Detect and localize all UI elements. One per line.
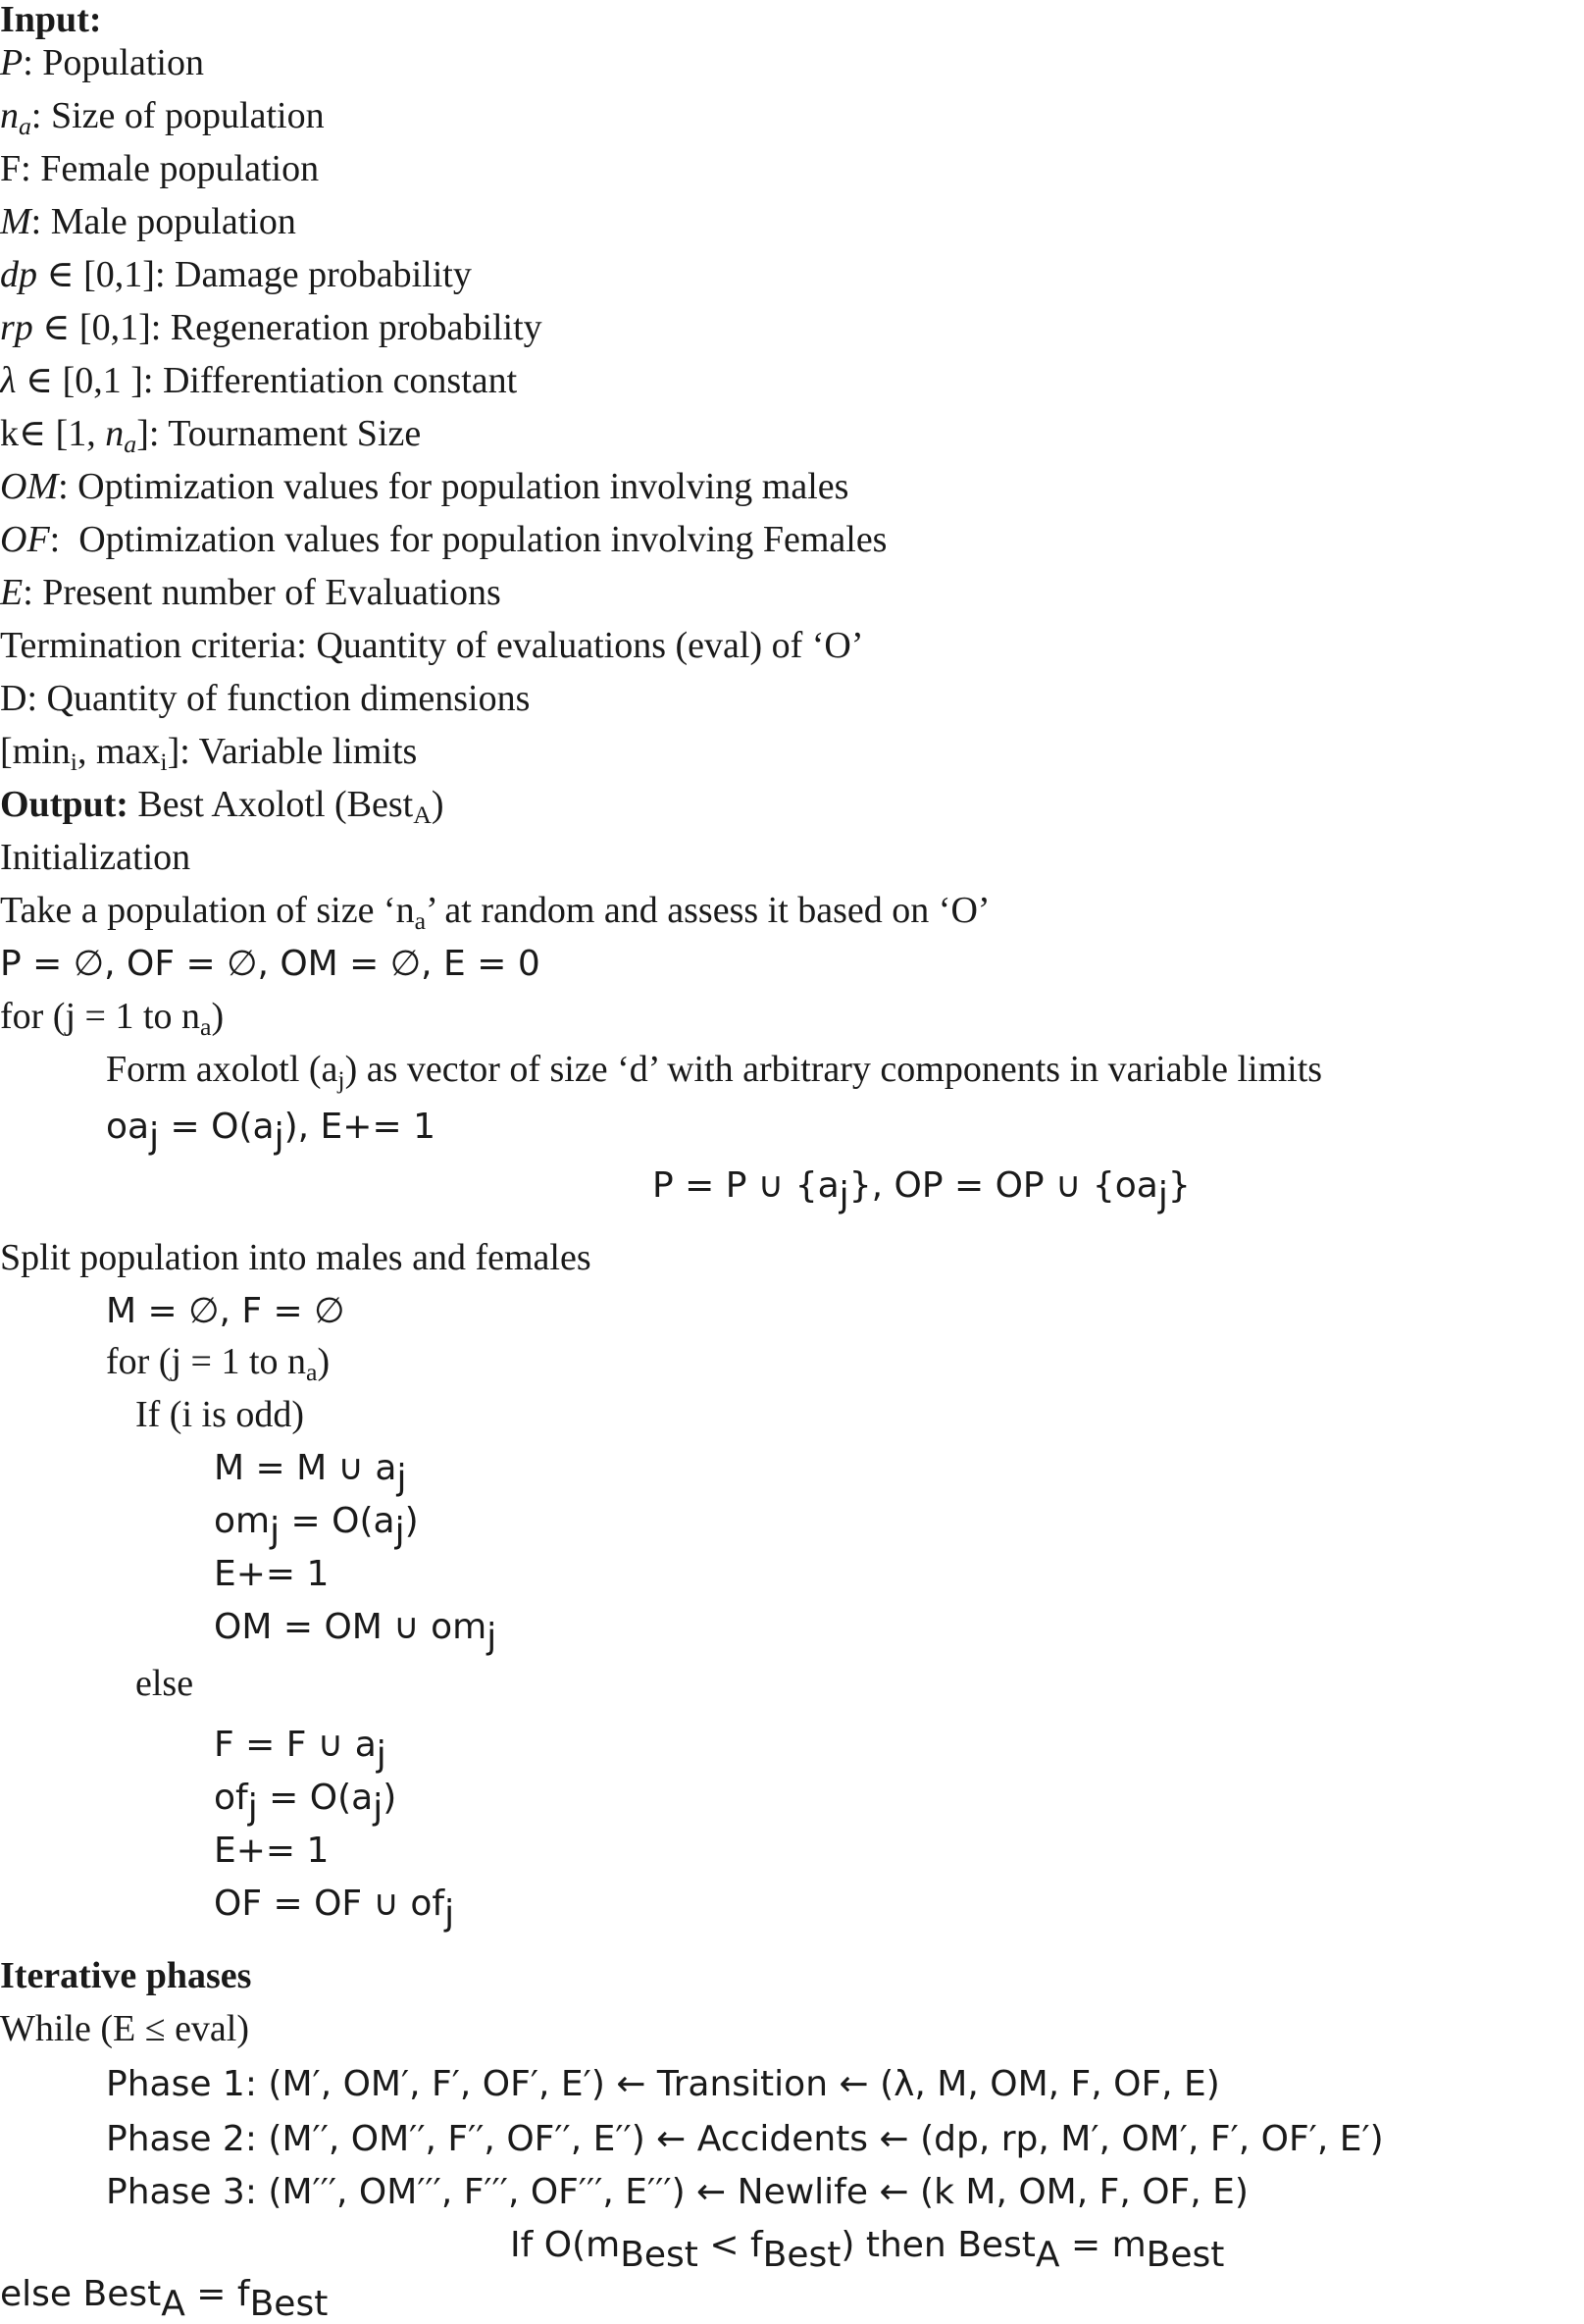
algorithm-line	[0, 996, 225, 1042]
line-text: P = P ∪ {a	[652, 1165, 840, 1206]
subscript-text: a	[124, 430, 137, 459]
algorithm-line	[106, 2119, 1384, 2159]
line-text: = O(a	[280, 1501, 395, 1541]
algorithm-line	[214, 1448, 407, 1499]
line-text: ]: Tournament Size	[136, 413, 422, 454]
algorithm-line	[106, 1341, 331, 1387]
subscript-text: Best	[1146, 2235, 1225, 2276]
line-text: OM = OM ∪ om	[214, 1607, 487, 1647]
line-text: )	[383, 1778, 397, 1818]
line-text: F = F ∪ a	[214, 1725, 377, 1765]
line-text: : Male population	[30, 201, 296, 242]
line-text: : Optimization values for population involving Females	[49, 519, 888, 560]
line-text: Split population into males and females	[0, 1237, 591, 1278]
subscript-text: i	[70, 748, 77, 777]
subscript-text: j	[373, 1787, 383, 1829]
algorithm-line	[0, 467, 848, 506]
line-text: Termination criteria: Quantity of evaluations (eval) of ‘O’	[0, 625, 864, 666]
algorithm-line	[106, 1107, 435, 1158]
subscript-text: a	[306, 1358, 318, 1387]
line-text: )	[431, 784, 444, 825]
line-text: : Optimization values for population involving males	[58, 466, 849, 507]
algorithm-line	[0, 944, 540, 984]
line-text: M = M ∪ a	[214, 1448, 397, 1488]
algorithm-line	[0, 43, 204, 82]
line-text: rp	[0, 307, 33, 348]
line-text: = f	[184, 2274, 250, 2314]
line-text: ’ at random and assess it based on ‘O’	[426, 890, 991, 931]
line-text: F: Female population	[0, 148, 320, 189]
line-text: }, OP = OP ∪ {oa	[848, 1165, 1158, 1206]
line-text: ) then Best	[841, 2225, 1036, 2265]
line-text: Output:	[0, 784, 128, 825]
line-text: Iterative phases	[0, 1955, 252, 1996]
subscript-text: Best	[762, 2235, 842, 2276]
line-text: of	[214, 1778, 248, 1818]
line-text: M	[0, 201, 31, 242]
line-text: ]: Variable limits	[167, 731, 418, 772]
line-text: D: Quantity of function dimensions	[0, 678, 531, 719]
line-text: dp	[0, 254, 37, 295]
line-text: for (j = 1 to n	[0, 996, 201, 1037]
algorithm-line	[0, 1956, 251, 1995]
line-text: : Population	[23, 42, 204, 83]
line-text: OF = OF ∪ of	[214, 1884, 445, 1924]
algorithm-line	[0, 1238, 591, 1277]
line-text: = m	[1059, 2225, 1147, 2265]
line-text: oa	[106, 1107, 150, 1147]
line-text: Phase 3: (M′′′, OM′′′, F′′′, OF′′′, E′′′) ← Newlife ← (k M, OM, F, OF, E)	[106, 2172, 1249, 2212]
subscript-text: a	[414, 906, 427, 936]
line-text: = O(a	[257, 1778, 374, 1818]
algorithm-line	[106, 2172, 1249, 2212]
line-text: om	[214, 1501, 271, 1541]
algorithm-line	[0, 2274, 329, 2324]
algorithm-line	[106, 1049, 1323, 1095]
subscript-text: A	[161, 2284, 185, 2324]
line-text: , max	[77, 731, 161, 772]
algorithm-line	[0, 573, 501, 612]
line-text: If (i is odd)	[135, 1394, 305, 1435]
algorithm-line	[214, 1554, 329, 1594]
algorithm-line	[214, 1778, 397, 1829]
line-text: While (E ≤ eval)	[0, 2008, 250, 2049]
algorithm-line	[0, 0, 102, 39]
subscript-text: j	[274, 1116, 284, 1158]
line-text: Phase 1: (M′, OM′, F′, OF′, E′) ← Transition ← (λ, M, OM, F, OF, E)	[106, 2064, 1220, 2104]
algorithm-line	[510, 2225, 1225, 2276]
subscript-text: A	[1035, 2235, 1060, 2276]
algorithm-line	[0, 838, 190, 877]
subscript-text: i	[160, 748, 168, 777]
subscript-text: j	[149, 1116, 160, 1158]
subscript-text: Best	[620, 2235, 698, 2276]
algorithm-line	[0, 361, 517, 400]
algorithm-line	[135, 1664, 193, 1703]
subscript-text: a	[200, 1012, 212, 1042]
line-text: )	[317, 1341, 331, 1382]
line-text: ), E+= 1	[283, 1107, 435, 1147]
line-text: OM	[0, 466, 59, 507]
line-text: k∈ [1,	[0, 413, 106, 454]
subscript-text: j	[394, 1511, 405, 1552]
line-text: If O(m	[510, 2225, 621, 2265]
subscript-text: j	[337, 1065, 345, 1095]
algorithm-line	[0, 149, 319, 188]
subscript-text: j	[486, 1617, 497, 1658]
algorithm-line	[0, 255, 472, 294]
line-text: n	[105, 413, 125, 454]
algorithm-line	[0, 731, 418, 777]
algorithm-line	[0, 413, 422, 459]
algorithm-line	[0, 520, 887, 559]
algorithm-line	[0, 95, 325, 141]
algorithm-line	[0, 2009, 249, 2048]
algorithm-line	[0, 784, 444, 830]
line-text: Take a population of size ‘n	[0, 890, 415, 931]
line-text: E+= 1	[214, 1554, 330, 1594]
line-text: P = ∅, OF = ∅, OM = ∅, E = 0	[0, 944, 540, 984]
line-text: [min	[0, 731, 71, 772]
line-text: ∈ [0,1]: Regeneration probability	[32, 307, 542, 348]
algorithm-line	[0, 202, 296, 241]
algorithm-line	[106, 1291, 344, 1331]
line-text: λ	[0, 360, 17, 401]
algorithm-line	[0, 626, 864, 665]
subscript-text: j	[444, 1893, 455, 1935]
algorithm-line	[0, 308, 542, 347]
line-text: )	[404, 1501, 419, 1541]
line-text: else	[135, 1663, 194, 1704]
line-text: }	[1167, 1165, 1191, 1206]
line-text: OF	[0, 519, 50, 560]
line-text: E+= 1	[214, 1831, 330, 1871]
line-text: else Best	[0, 2274, 162, 2314]
algorithm-line	[214, 1607, 497, 1658]
subscript-text: j	[247, 1787, 258, 1829]
algorithm-line	[106, 2064, 1220, 2104]
line-text: ∈ [0,1]: Damage probability	[37, 254, 472, 295]
line-text: n	[0, 95, 19, 136]
subscript-text: A	[413, 800, 432, 830]
algorithm-line	[652, 1165, 1191, 1216]
line-text: : Present number of Evaluations	[23, 572, 501, 613]
line-text: = O(a	[159, 1107, 275, 1147]
line-text: )	[211, 996, 225, 1037]
line-text: ∈ [0,1 ]: Differentiation constant	[16, 360, 518, 401]
line-text: M = ∅, F = ∅	[106, 1291, 345, 1331]
algorithm-line	[0, 679, 530, 718]
line-text: Phase 2: (M′′, OM′′, F′′, OF′′, E′′) ← Accidents ← (dp, rp, M′, OM′, F′, OF′, E′)	[106, 2119, 1384, 2159]
line-text: : Size of population	[30, 95, 325, 136]
line-text: Best Axolotl (Best	[128, 784, 414, 825]
line-text: Form axolotl (a	[106, 1049, 338, 1090]
algorithm-line	[0, 890, 991, 936]
algorithm-line	[135, 1395, 304, 1434]
algorithm-line	[214, 1501, 419, 1552]
subscript-text: a	[19, 112, 31, 141]
subscript-text: j	[270, 1511, 281, 1552]
line-text: for (j = 1 to n	[106, 1341, 307, 1382]
subscript-text: Best	[249, 2284, 329, 2324]
line-text: ) as vector of size ‘d’ with arbitrary components in variable limits	[344, 1049, 1323, 1090]
line-text: E	[0, 572, 24, 613]
line-text: < f	[697, 2225, 763, 2265]
subscript-text: j	[396, 1458, 407, 1499]
subscript-text: j	[1157, 1175, 1168, 1216]
subscript-text: j	[376, 1734, 386, 1776]
line-text: Initialization	[0, 837, 191, 878]
algorithm-line	[214, 1884, 455, 1935]
algorithm-line	[214, 1725, 386, 1776]
line-text: Input:	[0, 0, 102, 40]
algorithm-line	[214, 1831, 329, 1871]
line-text: P	[0, 42, 24, 83]
subscript-text: j	[839, 1175, 849, 1216]
